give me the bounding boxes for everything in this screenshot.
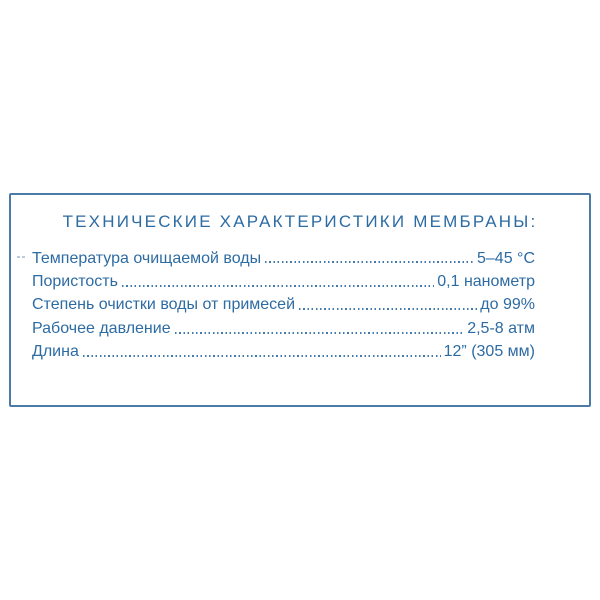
leader-dots bbox=[265, 261, 474, 263]
spec-value: 5–45 °С bbox=[477, 249, 535, 267]
spec-value: до 99% bbox=[480, 296, 535, 314]
spec-row-porosity bbox=[32, 270, 535, 293]
spec-panel bbox=[9, 193, 591, 407]
leader-dots bbox=[122, 285, 434, 287]
scan-artifact-dash bbox=[17, 256, 26, 258]
spec-value: 12” (305 мм) bbox=[443, 343, 535, 361]
spec-rows bbox=[11, 247, 589, 364]
spec-label: Длина bbox=[32, 343, 79, 361]
spec-row-working-pressure bbox=[32, 317, 535, 340]
leader-dots bbox=[175, 332, 465, 334]
leader-dots bbox=[83, 355, 441, 357]
spec-row-length bbox=[32, 341, 535, 364]
spec-label: Степень очистки воды от примесей bbox=[32, 296, 296, 314]
spec-row-purification-degree bbox=[32, 294, 535, 317]
spec-value: 0,1 нанометр bbox=[437, 273, 535, 291]
spec-label: Пористость bbox=[32, 273, 118, 291]
panel-title: ТЕХНИЧЕСКИЕ ХАРАКТЕРИСТИКИ МЕМБРАНЫ: bbox=[62, 212, 538, 231]
spec-value: 2,5-8 атм bbox=[467, 319, 535, 337]
spec-label: Температура очищаемой воды bbox=[32, 249, 262, 267]
leader-dots bbox=[299, 308, 477, 310]
spec-label: Рабочее давление bbox=[32, 319, 171, 337]
spec-row-temperature bbox=[32, 247, 535, 270]
